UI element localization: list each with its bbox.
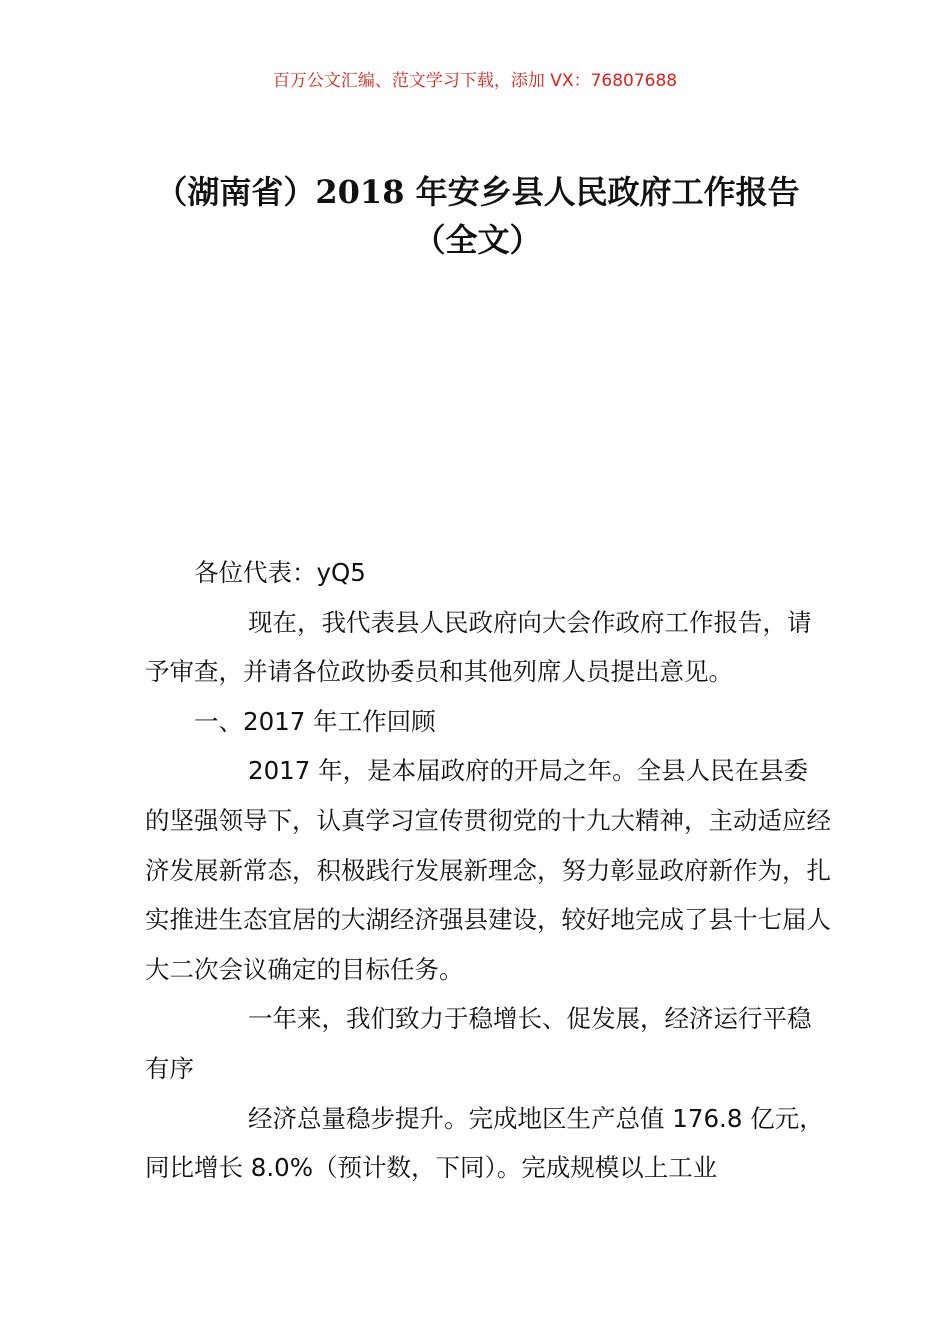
salutation: 各位代表：yQ5 <box>194 558 366 587</box>
document-body <box>145 548 831 1193</box>
paragraph-intro: 现在，我代表县人民政府向大会作政府工作报告，请予审查，并请各位政协委员和其他列席人员提出意见。 <box>145 607 812 687</box>
section-heading: 一、2017 年工作回顾 <box>194 706 436 736</box>
paragraph-economy: 经济总量稳步提升。完成地区生产总值 176.8 亿元，同比增长 8.0%（预计数，下同）。完成规模以上工业 <box>145 1103 824 1183</box>
paragraph-growth: 一年来，我们致力于稳增长、促发展，经济运行平稳有序 <box>145 1004 812 1083</box>
header-note: 百万公文汇编、范文学习下载，添加 VX：76807688 <box>272 71 678 91</box>
paragraph-review: 2017 年，是本届政府的开局之年。全县人民在县委的坚强领导下，认真学习宣传贯彻党的十九大精神，主动适应经济发展新常态，积极践行发展新理念，努力彰显政府新作为，扎实推进生态宜居的大湖经济强县建设，较好地完成了县十七届人大二次会议确定的目标任务。 <box>145 756 831 984</box>
page-title: （湖南省）2018 年安乡县人民政府工作报告（全文） <box>155 173 800 260</box>
